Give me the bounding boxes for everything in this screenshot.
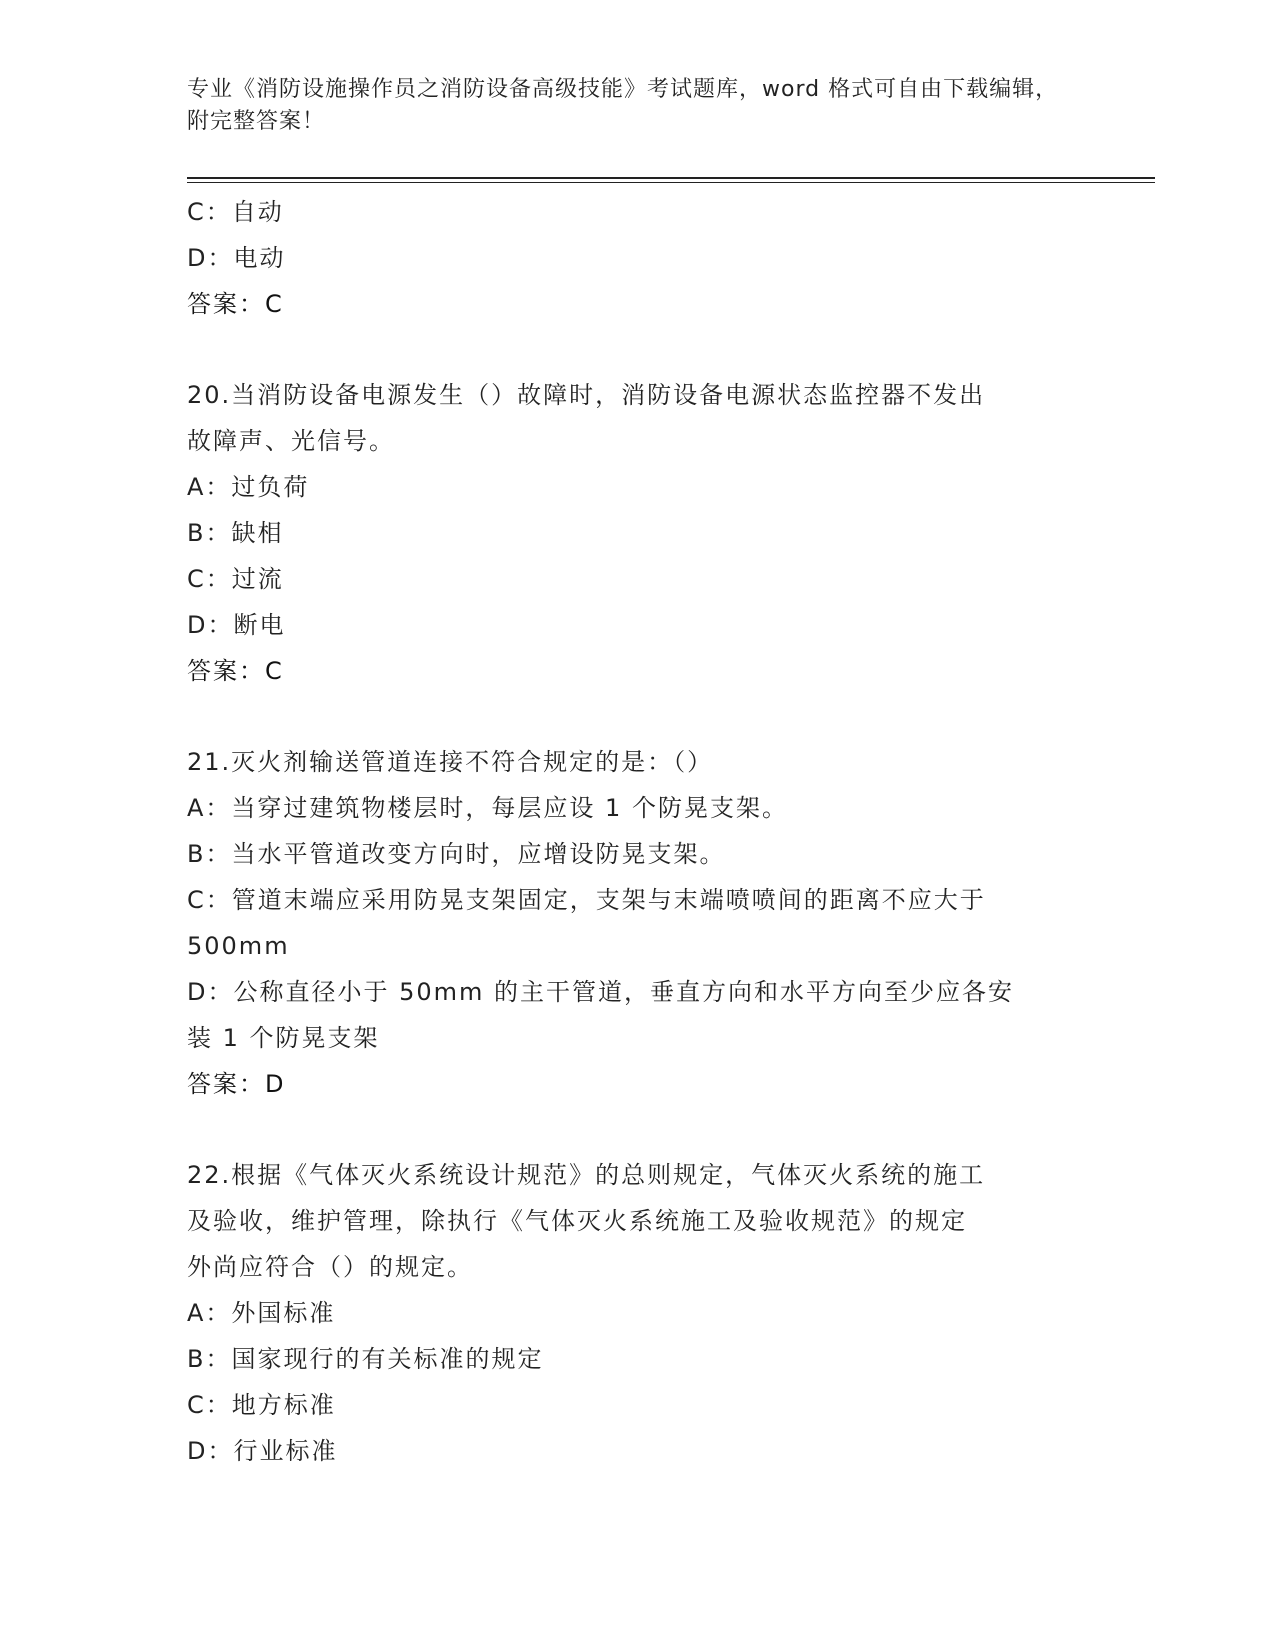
option-line: B：当水平管道改变方向时，应增设防晃支架。 <box>187 840 726 868</box>
option-line: D：公称直径小于 50mm 的主干管道，垂直方向和水平方向至少应各安 <box>187 978 1015 1006</box>
spacer <box>187 694 1087 739</box>
spacer <box>187 1107 1087 1152</box>
answer-line: 答案：C <box>187 657 284 685</box>
option-line: C：管道末端应采用防晃支架固定，支架与末端喷喷间的距离不应大于 <box>187 886 986 914</box>
answer-line: 答案：D <box>187 1070 286 1098</box>
option-line: D：行业标准 <box>187 1437 338 1465</box>
question-content <box>187 189 1087 1474</box>
option-line: A：过负荷 <box>187 473 310 501</box>
option-line: C：自动 <box>187 198 284 226</box>
question-stem-line: 及验收，维护管理，除执行《气体灭火系统施工及验收规范》的规定 <box>187 1207 967 1235</box>
question-stem-line: 外尚应符合（）的规定。 <box>187 1253 473 1281</box>
option-line: 装 1 个防晃支架 <box>187 1024 380 1052</box>
option-line: 500mm <box>187 932 290 960</box>
header-divider-thick <box>187 177 1155 179</box>
question-stem-line: 22.根据《气体灭火系统设计规范》的总则规定，气体灭火系统的施工 <box>187 1161 986 1189</box>
option-line: C：地方标准 <box>187 1391 336 1419</box>
option-line: A：外国标准 <box>187 1299 336 1327</box>
header-divider-thin <box>187 182 1155 183</box>
option-line: B：国家现行的有关标准的规定 <box>187 1345 544 1373</box>
question-stem-line: 20.当消防设备电源发生（）故障时，消防设备电源状态监控器不发出 <box>187 381 986 409</box>
document-header: 专业《消防设施操作员之消防设备高级技能》考试题库，word 格式可自由下载编辑，附完整答案！ <box>187 77 1059 134</box>
option-line: C：过流 <box>187 565 284 593</box>
option-line: D：电动 <box>187 244 286 272</box>
option-line: B：缺相 <box>187 519 284 547</box>
question-stem-line: 故障声、光信号。 <box>187 427 395 455</box>
spacer <box>187 327 1087 372</box>
option-line: D：断电 <box>187 611 286 639</box>
option-line: A：当穿过建筑物楼层时，每层应设 1 个防晃支架。 <box>187 794 788 822</box>
answer-line: 答案：C <box>187 290 284 318</box>
question-stem-line: 21.灭火剂输送管道连接不符合规定的是：（） <box>187 748 714 776</box>
